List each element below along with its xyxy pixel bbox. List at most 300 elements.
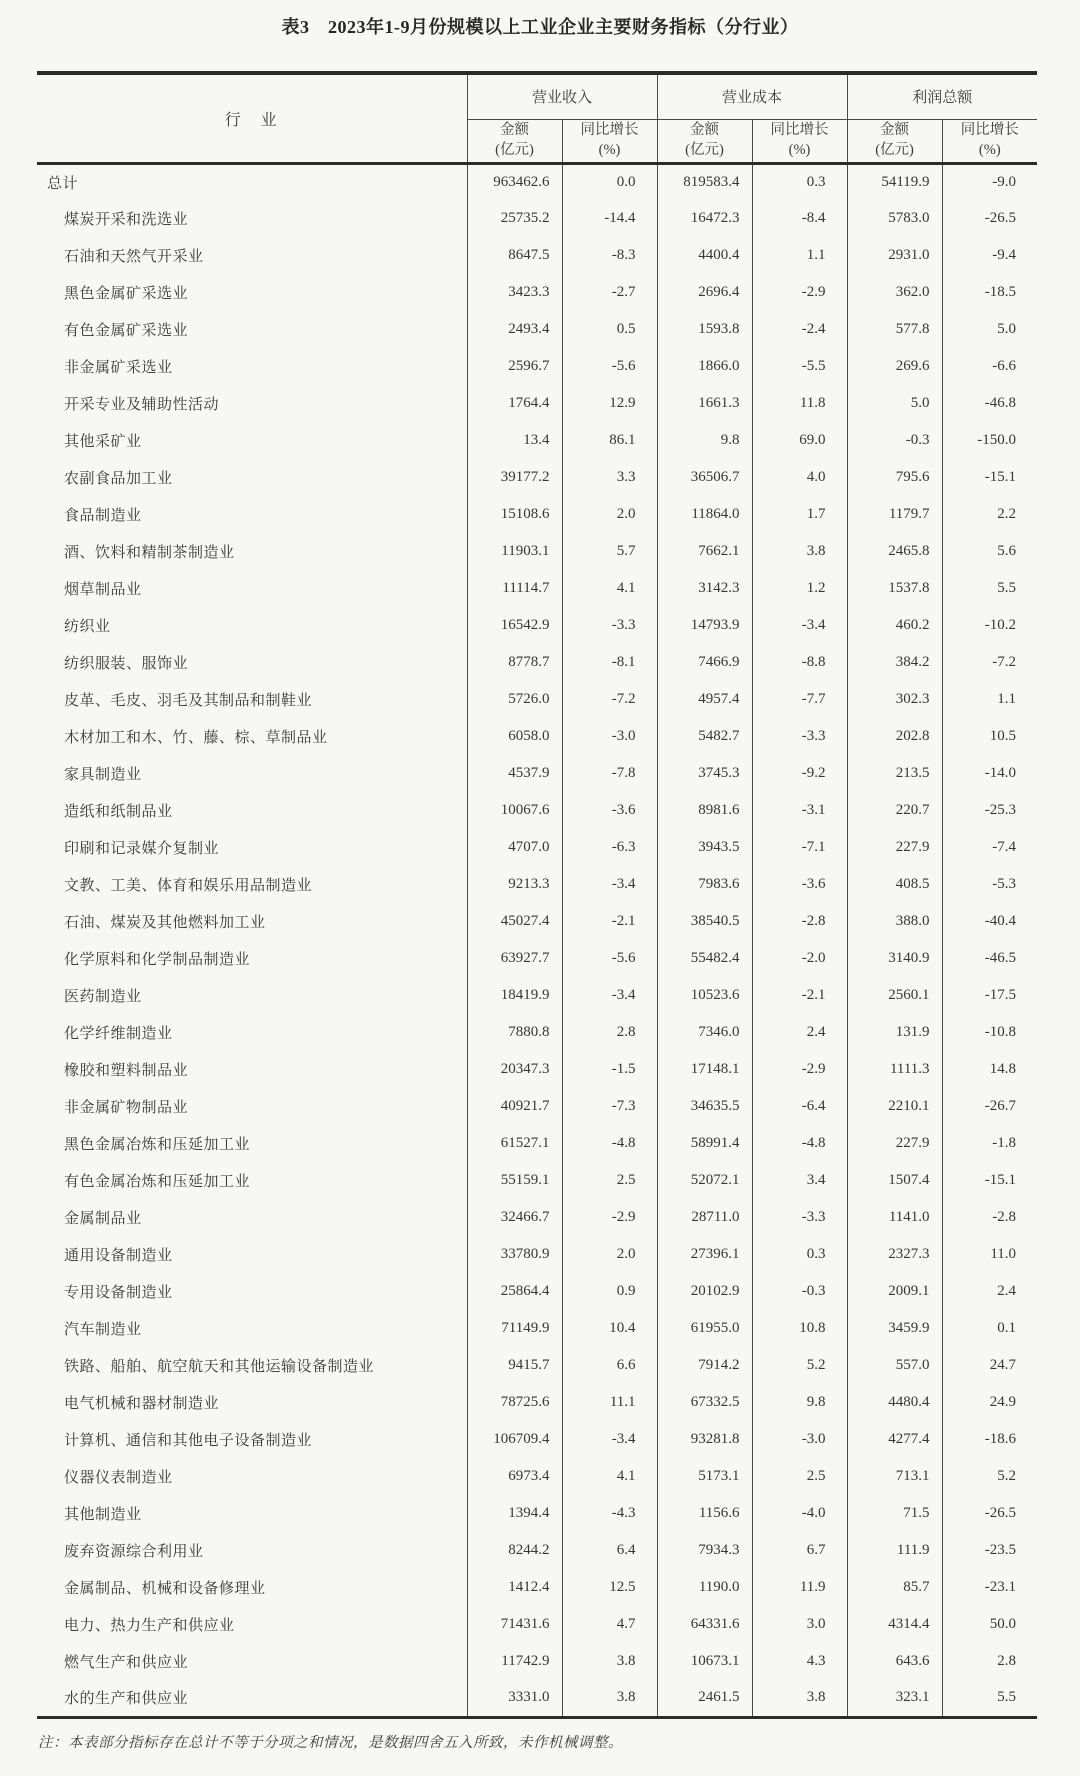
industry-cell: 其他制造业 <box>64 1507 142 1523</box>
profit-growth-cell: 2.4 <box>942 1273 1037 1310</box>
revenue-amount-cell: 963462.6 <box>467 163 562 200</box>
profit-amount-cell: 227.9 <box>847 829 942 866</box>
cost-growth-cell: -7.7 <box>752 681 847 718</box>
cost-growth-cell: 3.8 <box>752 1680 847 1717</box>
cost-growth-cell: -2.0 <box>752 940 847 977</box>
profit-amount-cell: 111.9 <box>847 1532 942 1569</box>
cost-amount-cell: 55482.4 <box>657 940 752 977</box>
industry-cell: 仪器仪表制造业 <box>64 1470 173 1486</box>
industry-cell: 石油、煤炭及其他燃料加工业 <box>64 915 266 931</box>
profit-amount-cell: 5783.0 <box>847 200 942 237</box>
profit-growth-cell: -7.2 <box>942 644 1037 681</box>
cost-growth-cell: -2.9 <box>752 274 847 311</box>
profit-amount-cell: 388.0 <box>847 903 942 940</box>
industry-cell: 燃气生产和供应业 <box>64 1655 189 1671</box>
cost-growth-cell: 2.4 <box>752 1014 847 1051</box>
cost-amount-cell: 4957.4 <box>657 681 752 718</box>
profit-growth-cell: 5.6 <box>942 533 1037 570</box>
profit-growth-cell: -2.8 <box>942 1199 1037 1236</box>
profit-amount-cell: 384.2 <box>847 644 942 681</box>
profit-growth-cell: -9.0 <box>942 163 1037 200</box>
cost-amount-cell: 4400.4 <box>657 237 752 274</box>
cost-amount-cell: 14793.9 <box>657 607 752 644</box>
revenue-growth-cell: 12.9 <box>562 385 657 422</box>
cost-amount-cell: 1866.0 <box>657 348 752 385</box>
cost-amount-cell: 7914.2 <box>657 1347 752 1384</box>
table-body <box>37 163 1037 1717</box>
cost-amount-cell: 7934.3 <box>657 1532 752 1569</box>
cost-amount-cell: 58991.4 <box>657 1125 752 1162</box>
table-row <box>37 1495 1037 1532</box>
table-row <box>37 829 1037 866</box>
page-title: 表3 2023年1-9月份规模以上工业企业主要财务指标（分行业） <box>281 17 799 37</box>
revenue-amount-cell: 106709.4 <box>467 1421 562 1458</box>
profit-amount-cell: 227.9 <box>847 1125 942 1162</box>
revenue-amount-cell: 10067.6 <box>467 792 562 829</box>
profit-growth-cell: -23.1 <box>942 1569 1037 1606</box>
table-row <box>37 1310 1037 1347</box>
revenue-growth-cell: -3.6 <box>562 792 657 829</box>
cost-amount-cell: 5482.7 <box>657 718 752 755</box>
cost-growth-cell: 2.5 <box>752 1458 847 1495</box>
revenue-growth-cell: -5.6 <box>562 940 657 977</box>
cost-growth-cell: 0.3 <box>752 163 847 200</box>
profit-growth-cell: -7.4 <box>942 829 1037 866</box>
cost-amount-cell: 7662.1 <box>657 533 752 570</box>
header-growth-label: 同比增长 <box>770 121 829 138</box>
cost-growth-cell: -2.1 <box>752 977 847 1014</box>
cost-amount-cell: 34635.5 <box>657 1088 752 1125</box>
revenue-growth-cell: -4.8 <box>562 1125 657 1162</box>
table-row <box>37 1680 1037 1717</box>
industry-cell: 计算机、通信和其他电子设备制造业 <box>64 1433 313 1449</box>
revenue-amount-cell: 78725.6 <box>467 1384 562 1421</box>
profit-amount-cell: 408.5 <box>847 866 942 903</box>
table-row <box>37 1569 1037 1606</box>
revenue-amount-cell: 3331.0 <box>467 1680 562 1717</box>
industry-cell: 文教、工美、体育和娱乐用品制造业 <box>64 878 313 894</box>
table-row <box>37 718 1037 755</box>
cost-amount-cell: 10523.6 <box>657 977 752 1014</box>
profit-growth-cell: 24.9 <box>942 1384 1037 1421</box>
profit-amount-cell: 269.6 <box>847 348 942 385</box>
cost-amount-cell: 7983.6 <box>657 866 752 903</box>
table-row <box>37 607 1037 644</box>
profit-amount-cell: 2931.0 <box>847 237 942 274</box>
cost-growth-cell: 3.8 <box>752 533 847 570</box>
revenue-growth-cell: 86.1 <box>562 422 657 459</box>
table-row <box>37 459 1037 496</box>
revenue-growth-cell: 0.0 <box>562 163 657 200</box>
revenue-amount-cell: 39177.2 <box>467 459 562 496</box>
revenue-amount-cell: 6973.4 <box>467 1458 562 1495</box>
profit-amount-cell: 4314.4 <box>847 1606 942 1643</box>
cost-growth-cell: 4.0 <box>752 459 847 496</box>
revenue-amount-cell: 1764.4 <box>467 385 562 422</box>
cost-amount-cell: 3745.3 <box>657 755 752 792</box>
revenue-growth-cell: 10.4 <box>562 1310 657 1347</box>
cost-amount-cell: 1593.8 <box>657 311 752 348</box>
cost-amount-cell: 1190.0 <box>657 1569 752 1606</box>
revenue-amount-cell: 6058.0 <box>467 718 562 755</box>
profit-growth-cell: 2.8 <box>942 1643 1037 1680</box>
header-growth-label: 同比增长 <box>580 121 639 138</box>
revenue-amount-cell: 45027.4 <box>467 903 562 940</box>
profit-growth-cell: -9.4 <box>942 237 1037 274</box>
revenue-amount-cell: 1412.4 <box>467 1569 562 1606</box>
cost-growth-cell: -3.0 <box>752 1421 847 1458</box>
profit-amount-cell: 1537.8 <box>847 570 942 607</box>
industry-cell: 食品制造业 <box>64 508 142 524</box>
industry-cell: 有色金属冶炼和压延加工业 <box>64 1174 251 1190</box>
header-amount-unit: (亿元) <box>495 141 534 158</box>
cost-amount-cell: 93281.8 <box>657 1421 752 1458</box>
table-row <box>37 385 1037 422</box>
cost-growth-cell: -2.8 <box>752 903 847 940</box>
revenue-amount-cell: 11903.1 <box>467 533 562 570</box>
profit-amount-cell: 85.7 <box>847 1569 942 1606</box>
cost-growth-cell: 11.9 <box>752 1569 847 1606</box>
profit-growth-cell: -26.7 <box>942 1088 1037 1125</box>
profit-amount-cell: 54119.9 <box>847 163 942 200</box>
profit-amount-cell: 4480.4 <box>847 1384 942 1421</box>
revenue-growth-cell: -3.3 <box>562 607 657 644</box>
revenue-amount-cell: 4537.9 <box>467 755 562 792</box>
revenue-amount-cell: 71431.6 <box>467 1606 562 1643</box>
revenue-growth-cell: -1.5 <box>562 1051 657 1088</box>
header-amount-label: 金额 <box>500 121 529 138</box>
profit-amount-cell: 577.8 <box>847 311 942 348</box>
column-group-profit: 利润总额 <box>847 73 1037 119</box>
profit-amount-cell: 795.6 <box>847 459 942 496</box>
header-amount-unit: (亿元) <box>685 141 724 158</box>
revenue-growth-cell: -8.1 <box>562 644 657 681</box>
table-row <box>37 1199 1037 1236</box>
revenue-amount-cell: 11742.9 <box>467 1643 562 1680</box>
industry-cell: 医药制造业 <box>64 989 142 1005</box>
profit-growth-cell: 14.8 <box>942 1051 1037 1088</box>
industry-cell: 家具制造业 <box>64 767 142 783</box>
revenue-growth-cell: 4.7 <box>562 1606 657 1643</box>
revenue-amount-cell: 40921.7 <box>467 1088 562 1125</box>
cost-growth-cell: 3.4 <box>752 1162 847 1199</box>
profit-growth-cell: -25.3 <box>942 792 1037 829</box>
industry-cell: 橡胶和塑料制品业 <box>64 1063 189 1079</box>
profit-amount-cell: 3459.9 <box>847 1310 942 1347</box>
profit-growth-cell: 5.2 <box>942 1458 1037 1495</box>
cost-growth-cell: -0.3 <box>752 1273 847 1310</box>
cost-amount-cell: 67332.5 <box>657 1384 752 1421</box>
revenue-amount-cell: 63927.7 <box>467 940 562 977</box>
industry-cell: 化学原料和化学制品制造业 <box>64 952 251 968</box>
revenue-amount-cell: 25864.4 <box>467 1273 562 1310</box>
revenue-growth-cell: -2.7 <box>562 274 657 311</box>
industry-cell: 纺织业 <box>64 619 111 635</box>
table-row <box>37 1532 1037 1569</box>
revenue-amount-cell: 8778.7 <box>467 644 562 681</box>
cost-amount-cell: 819583.4 <box>657 163 752 200</box>
industry-cell: 造纸和纸制品业 <box>64 804 173 820</box>
profit-growth-cell: -1.8 <box>942 1125 1037 1162</box>
revenue-amount-cell: 1394.4 <box>467 1495 562 1532</box>
table-row <box>37 1162 1037 1199</box>
cost-amount-cell: 64331.6 <box>657 1606 752 1643</box>
financial-indicators-table <box>37 71 1037 1719</box>
revenue-growth-cell: 0.9 <box>562 1273 657 1310</box>
profit-growth-cell: -10.2 <box>942 607 1037 644</box>
profit-amount-cell: 1111.3 <box>847 1051 942 1088</box>
profit-growth-cell: -46.5 <box>942 940 1037 977</box>
cost-amount-cell: 1661.3 <box>657 385 752 422</box>
revenue-amount-cell: 71149.9 <box>467 1310 562 1347</box>
column-group-revenue: 营业收入 <box>467 73 657 119</box>
profit-amount-cell: 3140.9 <box>847 940 942 977</box>
column-header-cost-amount <box>657 119 752 163</box>
industry-cell: 通用设备制造业 <box>64 1248 173 1264</box>
profit-amount-cell: 1141.0 <box>847 1199 942 1236</box>
revenue-growth-cell: -4.3 <box>562 1495 657 1532</box>
industry-cell: 电力、热力生产和供应业 <box>64 1618 235 1634</box>
profit-amount-cell: 302.3 <box>847 681 942 718</box>
table-row <box>37 681 1037 718</box>
revenue-amount-cell: 32466.7 <box>467 1199 562 1236</box>
revenue-growth-cell: 11.1 <box>562 1384 657 1421</box>
cost-amount-cell: 3142.3 <box>657 570 752 607</box>
header-amount-unit: (亿元) <box>875 141 914 158</box>
cost-amount-cell: 8981.6 <box>657 792 752 829</box>
revenue-growth-cell: -2.1 <box>562 903 657 940</box>
header-growth-unit: (%) <box>788 141 811 158</box>
header-growth-unit: (%) <box>978 141 1001 158</box>
profit-growth-cell: 24.7 <box>942 1347 1037 1384</box>
industry-cell: 烟草制品业 <box>64 582 142 598</box>
cost-growth-cell: -8.8 <box>752 644 847 681</box>
profit-amount-cell: -0.3 <box>847 422 942 459</box>
profit-growth-cell: -18.5 <box>942 274 1037 311</box>
revenue-amount-cell: 33780.9 <box>467 1236 562 1273</box>
revenue-amount-cell: 18419.9 <box>467 977 562 1014</box>
revenue-growth-cell: 6.4 <box>562 1532 657 1569</box>
industry-cell: 汽车制造业 <box>64 1322 142 1338</box>
revenue-growth-cell: -8.3 <box>562 237 657 274</box>
profit-amount-cell: 643.6 <box>847 1643 942 1680</box>
profit-growth-cell: -10.8 <box>942 1014 1037 1051</box>
cost-amount-cell: 7346.0 <box>657 1014 752 1051</box>
revenue-growth-cell: 2.0 <box>562 496 657 533</box>
table-row <box>37 348 1037 385</box>
header-amount-label: 金额 <box>690 121 720 138</box>
column-group-cost: 营业成本 <box>657 73 847 119</box>
profit-growth-cell: -23.5 <box>942 1532 1037 1569</box>
table-row <box>37 311 1037 348</box>
column-header-revenue-growth <box>562 119 657 163</box>
cost-growth-cell: -9.2 <box>752 755 847 792</box>
table-row <box>37 237 1037 274</box>
revenue-growth-cell: -3.0 <box>562 718 657 755</box>
profit-amount-cell: 713.1 <box>847 1458 942 1495</box>
revenue-amount-cell: 13.4 <box>467 422 562 459</box>
table-header <box>37 73 1037 163</box>
profit-growth-cell: -6.6 <box>942 348 1037 385</box>
profit-amount-cell: 220.7 <box>847 792 942 829</box>
cost-amount-cell: 3943.5 <box>657 829 752 866</box>
cost-growth-cell: 3.0 <box>752 1606 847 1643</box>
revenue-growth-cell: -6.3 <box>562 829 657 866</box>
revenue-amount-cell: 5726.0 <box>467 681 562 718</box>
header-growth-unit: (%) <box>598 141 621 158</box>
cost-growth-cell: -3.4 <box>752 607 847 644</box>
cost-growth-cell: 6.7 <box>752 1532 847 1569</box>
revenue-growth-cell: -14.4 <box>562 200 657 237</box>
profit-amount-cell: 4277.4 <box>847 1421 942 1458</box>
table-row <box>37 866 1037 903</box>
table-row <box>37 1273 1037 1310</box>
table-footnote: 注：本表部分指标存在总计不等于分项之和情况，是数据四舍五入所致，未作机械调整。 <box>38 1734 623 1751</box>
profit-growth-cell: 0.1 <box>942 1310 1037 1347</box>
revenue-amount-cell: 3423.3 <box>467 274 562 311</box>
industry-cell: 煤炭开采和洗选业 <box>64 212 189 228</box>
revenue-growth-cell: 2.8 <box>562 1014 657 1051</box>
revenue-amount-cell: 2596.7 <box>467 348 562 385</box>
table-row <box>37 755 1037 792</box>
profit-amount-cell: 323.1 <box>847 1680 942 1717</box>
table-row <box>37 1421 1037 1458</box>
revenue-growth-cell: -7.2 <box>562 681 657 718</box>
profit-amount-cell: 2560.1 <box>847 977 942 1014</box>
profit-growth-cell: -40.4 <box>942 903 1037 940</box>
table-row <box>37 422 1037 459</box>
table-row <box>37 1051 1037 1088</box>
cost-amount-cell: 38540.5 <box>657 903 752 940</box>
revenue-amount-cell: 25735.2 <box>467 200 562 237</box>
table-row <box>37 940 1037 977</box>
header-growth-label: 同比增长 <box>960 121 1019 138</box>
industry-cell: 总计 <box>47 175 79 192</box>
industry-cell: 木材加工和木、竹、藤、棕、草制品业 <box>64 730 328 746</box>
revenue-growth-cell: 2.5 <box>562 1162 657 1199</box>
profit-amount-cell: 5.0 <box>847 385 942 422</box>
industry-cell: 专用设备制造业 <box>64 1285 173 1301</box>
industry-cell: 金属制品、机械和设备修理业 <box>64 1581 266 1597</box>
revenue-growth-cell: 2.0 <box>562 1236 657 1273</box>
cost-growth-cell: -3.6 <box>752 866 847 903</box>
industry-cell: 有色金属矿采选业 <box>64 323 189 339</box>
industry-cell: 废弃资源综合利用业 <box>64 1544 204 1560</box>
column-header-cost-growth <box>752 119 847 163</box>
cost-growth-cell: 9.8 <box>752 1384 847 1421</box>
profit-growth-cell: -46.8 <box>942 385 1037 422</box>
industry-cell: 酒、饮料和精制茶制造业 <box>64 545 235 561</box>
cost-amount-cell: 16472.3 <box>657 200 752 237</box>
profit-growth-cell: -150.0 <box>942 422 1037 459</box>
revenue-growth-cell: -7.3 <box>562 1088 657 1125</box>
industry-cell: 纺织服装、服饰业 <box>64 656 189 672</box>
cost-growth-cell: 5.2 <box>752 1347 847 1384</box>
cost-amount-cell: 52072.1 <box>657 1162 752 1199</box>
revenue-amount-cell: 61527.1 <box>467 1125 562 1162</box>
cost-growth-cell: 1.1 <box>752 237 847 274</box>
cost-growth-cell: 10.8 <box>752 1310 847 1347</box>
revenue-growth-cell: 6.6 <box>562 1347 657 1384</box>
industry-cell: 金属制品业 <box>64 1211 142 1227</box>
industry-cell: 化学纤维制造业 <box>64 1026 173 1042</box>
profit-amount-cell: 202.8 <box>847 718 942 755</box>
column-header-profit-amount <box>847 119 942 163</box>
revenue-growth-cell: 0.5 <box>562 311 657 348</box>
cost-growth-cell: -5.5 <box>752 348 847 385</box>
industry-cell: 其他采矿业 <box>64 434 142 450</box>
profit-growth-cell: 50.0 <box>942 1606 1037 1643</box>
industry-cell: 黑色金属矿采选业 <box>64 286 189 302</box>
revenue-amount-cell: 8647.5 <box>467 237 562 274</box>
profit-growth-cell: -26.5 <box>942 200 1037 237</box>
cost-amount-cell: 17148.1 <box>657 1051 752 1088</box>
table-row <box>37 644 1037 681</box>
revenue-growth-cell: -3.4 <box>562 1421 657 1458</box>
revenue-amount-cell: 2493.4 <box>467 311 562 348</box>
profit-amount-cell: 1179.7 <box>847 496 942 533</box>
revenue-amount-cell: 20347.3 <box>467 1051 562 1088</box>
revenue-amount-cell: 55159.1 <box>467 1162 562 1199</box>
revenue-growth-cell: 4.1 <box>562 1458 657 1495</box>
profit-amount-cell: 2009.1 <box>847 1273 942 1310</box>
cost-amount-cell: 7466.9 <box>657 644 752 681</box>
revenue-growth-cell: 4.1 <box>562 570 657 607</box>
revenue-growth-cell: -5.6 <box>562 348 657 385</box>
profit-growth-cell: 2.2 <box>942 496 1037 533</box>
revenue-growth-cell: 3.8 <box>562 1680 657 1717</box>
table-row <box>37 496 1037 533</box>
industry-cell: 水的生产和供应业 <box>64 1691 189 1708</box>
industry-cell: 印刷和记录媒介复制业 <box>64 841 220 857</box>
revenue-growth-cell: -3.4 <box>562 866 657 903</box>
cost-growth-cell: -3.3 <box>752 1199 847 1236</box>
industry-cell: 皮革、毛皮、羽毛及其制品和制鞋业 <box>64 693 313 709</box>
table-row <box>37 570 1037 607</box>
table-row <box>37 792 1037 829</box>
cost-growth-cell: 1.7 <box>752 496 847 533</box>
revenue-amount-cell: 7880.8 <box>467 1014 562 1051</box>
cost-amount-cell: 28711.0 <box>657 1199 752 1236</box>
cost-growth-cell: -7.1 <box>752 829 847 866</box>
revenue-growth-cell: 5.7 <box>562 533 657 570</box>
industry-cell: 农副食品加工业 <box>64 471 173 487</box>
profit-growth-cell: -17.5 <box>942 977 1037 1014</box>
cost-amount-cell: 1156.6 <box>657 1495 752 1532</box>
header-group-row <box>37 73 1037 119</box>
profit-growth-cell: -5.3 <box>942 866 1037 903</box>
profit-growth-cell: 5.5 <box>942 1680 1037 1717</box>
profit-amount-cell: 71.5 <box>847 1495 942 1532</box>
cost-growth-cell: -6.4 <box>752 1088 847 1125</box>
industry-cell: 非金属矿物制品业 <box>64 1100 189 1116</box>
profit-growth-cell: -26.5 <box>942 1495 1037 1532</box>
industry-cell: 非金属矿采选业 <box>64 360 173 376</box>
revenue-amount-cell: 8244.2 <box>467 1532 562 1569</box>
profit-amount-cell: 131.9 <box>847 1014 942 1051</box>
profit-amount-cell: 213.5 <box>847 755 942 792</box>
table-row <box>37 163 1037 200</box>
profit-growth-cell: 5.5 <box>942 570 1037 607</box>
table-row <box>37 903 1037 940</box>
table-row <box>37 1606 1037 1643</box>
cost-growth-cell: -3.1 <box>752 792 847 829</box>
cost-amount-cell: 2461.5 <box>657 1680 752 1717</box>
table-row <box>37 1014 1037 1051</box>
table-row <box>37 977 1037 1014</box>
revenue-amount-cell: 16542.9 <box>467 607 562 644</box>
cost-amount-cell: 11864.0 <box>657 496 752 533</box>
